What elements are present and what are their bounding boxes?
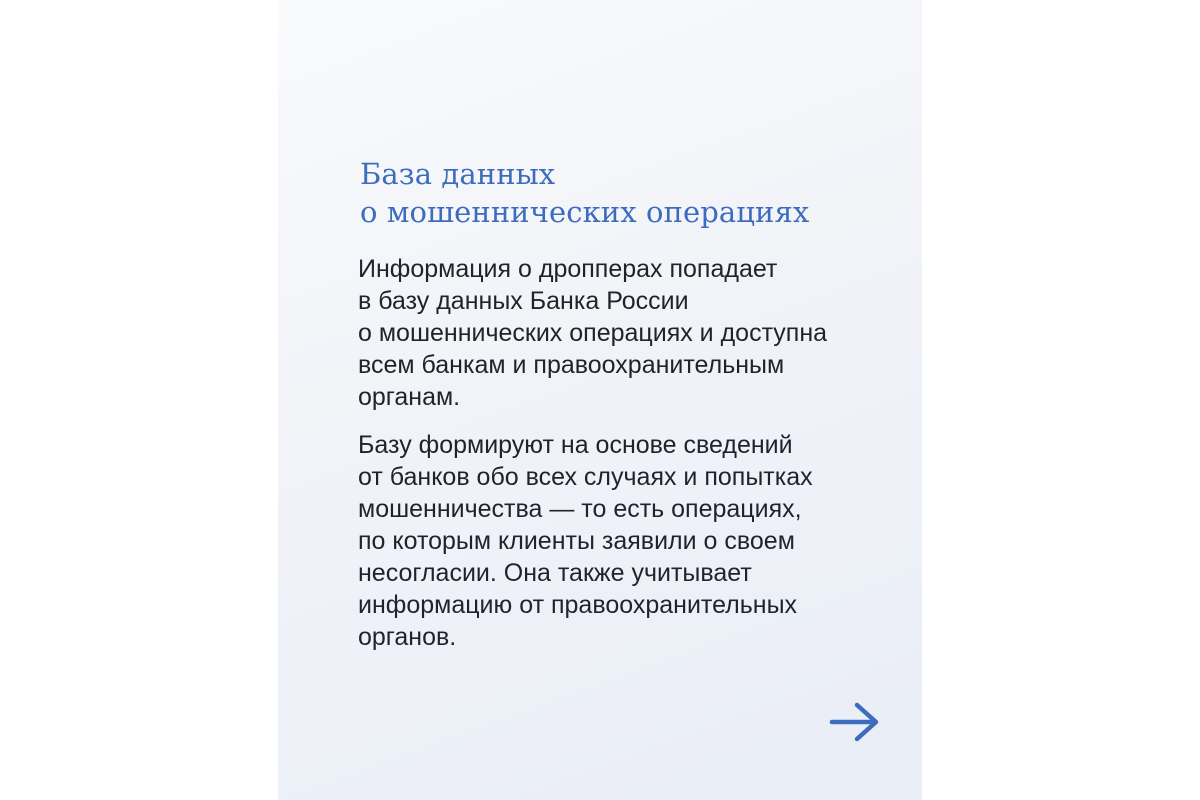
text-line: по которым клиенты заявили о своем — [358, 527, 795, 555]
text-line: всем банкам и правоохранительным — [358, 351, 785, 379]
text-line: органов. — [358, 623, 457, 651]
text-line: в базу данных Банка России — [358, 287, 689, 315]
paragraph-dropper-info — [358, 253, 898, 413]
text-line: Информация о дропперах попадает — [358, 255, 778, 283]
next-slide-button[interactable] — [829, 700, 881, 744]
text-line: мошенничества — то есть операциях, — [358, 495, 802, 523]
text-line: органам. — [358, 383, 461, 411]
text-line: о мошеннических операциях и доступна — [358, 319, 828, 347]
paragraph-database-sources — [358, 429, 898, 653]
text-line: информацию от правоохранительных — [358, 591, 798, 619]
arrow-right-icon — [829, 700, 881, 744]
page-title — [360, 155, 809, 231]
title-line: База данных — [360, 157, 556, 191]
text-line: Базу формируют на основе сведений — [358, 431, 793, 459]
title-line: о мошеннических операциях — [360, 195, 810, 229]
info-card — [278, 0, 922, 800]
text-line: несогласии. Она также учитывает — [358, 559, 752, 587]
text-line: от банков обо всех случаях и попытках — [358, 463, 813, 491]
